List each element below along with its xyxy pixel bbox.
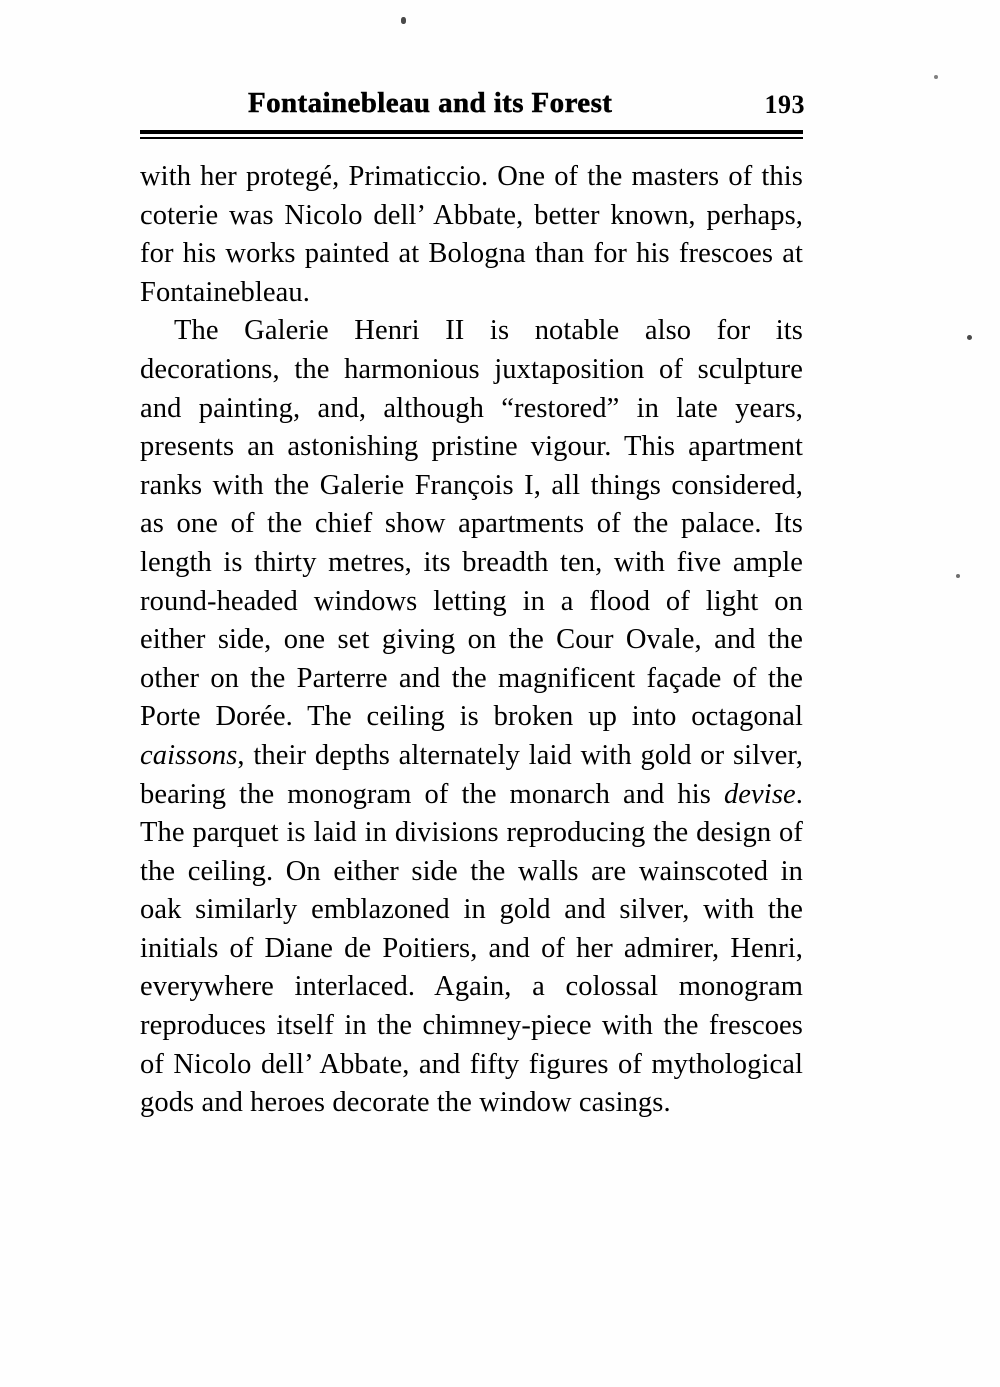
body-text	[140, 158, 803, 1123]
paragraph-2	[140, 312, 803, 1122]
paragraph-2-segment-2: , their depths alternately laid with gold or silver, bearing the monogram of the monarch and his	[140, 739, 803, 810]
page-number: 193	[764, 90, 805, 119]
scan-artifact-right-lower	[956, 574, 960, 578]
page-header	[140, 86, 805, 120]
header-rule-thin	[140, 137, 803, 139]
paragraph-2-segment-1: The Galerie Henri II is notable also for its decorations, the harmonious juxtaposition of sculpture and painting, and, although “restored” in late years, presents an astonishing pristine vigour. This apartment ranks with the Galerie François I, all things considered, as one of the chief show apartments of the palace. Its length is thirty metres, its breadth ten, with five ample round-headed windows letting in a flood of light on either side, one set giving on the Cour Ovale, and the other on the Parterre and the magnificent façade of the Porte Dorée. The ceiling is broken up into octagonal	[140, 315, 803, 733]
header-rule	[140, 130, 803, 139]
scan-artifact-right	[967, 335, 972, 340]
paragraph-1: with her protegé, Primaticcio. One of the masters of this coterie was Nicolo dell’ Abbate, better known, perhaps, for his works painted at Bologna than for his frescoes at Fontainebleau.	[140, 161, 803, 308]
scan-artifact-top	[401, 17, 406, 24]
paragraph-2-segment-3: . The parquet is laid in divisions reproducing the design of the ceiling. On either side the walls are wainscoted in oak similarly emblazoned in gold and silver, with the initials of Diane de Poitiers, and of her admirer, Henri, everywhere interlaced. Again, a colossal monogram reproduces itself in the chimney-piece with the frescoes of Nicolo dell’ Abbate, and fifty figures of mythological gods and heroes decorate the window casings.	[140, 778, 803, 1119]
scan-artifact-upper-right	[934, 75, 938, 79]
paragraph-2-italic-devise: devise	[723, 778, 796, 810]
running-title: Fontainebleau and its Forest	[248, 87, 613, 119]
paragraph-2-italic-caissons: caissons	[140, 739, 238, 771]
